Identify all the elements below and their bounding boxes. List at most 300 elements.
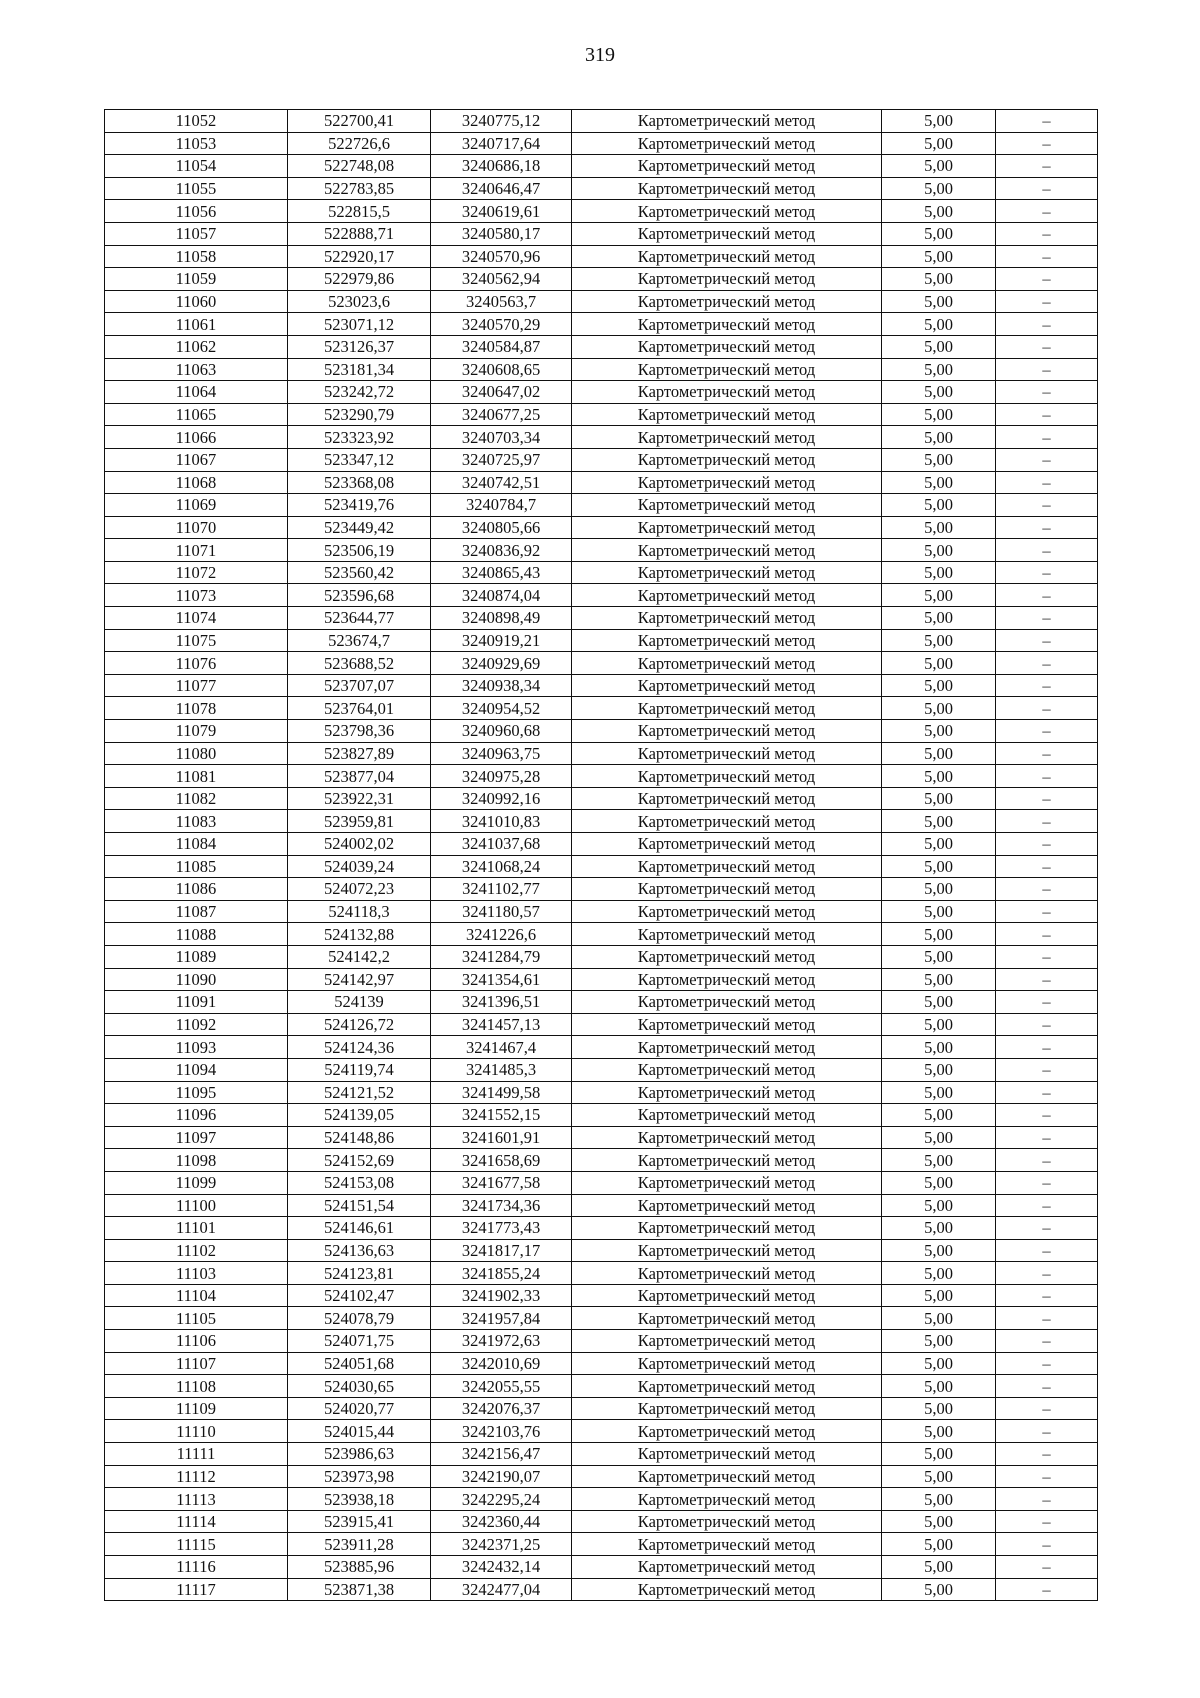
y-coordinate-cell: 3240677,25 (431, 403, 572, 426)
point-number-cell: 11057 (105, 222, 288, 245)
point-number-cell: 11082 (105, 787, 288, 810)
point-number-cell: 11109 (105, 1397, 288, 1420)
description-cell: – (996, 1375, 1098, 1398)
x-coordinate-cell: 524015,44 (288, 1420, 431, 1443)
y-coordinate-cell: 3240562,94 (431, 268, 572, 291)
description-cell: – (996, 697, 1098, 720)
method-cell: Картометрический метод (572, 697, 882, 720)
description-cell: – (996, 1352, 1098, 1375)
method-cell: Картометрический метод (572, 1104, 882, 1127)
page-number: 319 (585, 44, 615, 66)
x-coordinate-cell: 522815,5 (288, 200, 431, 223)
description-cell: – (996, 1262, 1098, 1285)
y-coordinate-cell: 3240938,34 (431, 674, 572, 697)
table-row (105, 110, 1098, 133)
method-cell: Картометрический метод (572, 1171, 882, 1194)
y-coordinate-cell: 3240963,75 (431, 742, 572, 765)
x-coordinate-cell: 523449,42 (288, 516, 431, 539)
method-cell: Картометрический метод (572, 1058, 882, 1081)
method-cell: Картометрический метод (572, 765, 882, 788)
accuracy-cell: 5,00 (882, 1443, 996, 1466)
x-coordinate-cell: 524139,05 (288, 1104, 431, 1127)
x-coordinate-cell: 524002,02 (288, 833, 431, 856)
accuracy-cell: 5,00 (882, 516, 996, 539)
description-cell: – (996, 1217, 1098, 1240)
method-cell: Картометрический метод (572, 1307, 882, 1330)
point-number-cell: 11078 (105, 697, 288, 720)
table-row (105, 1126, 1098, 1149)
table-row (105, 900, 1098, 923)
y-coordinate-cell: 3240960,68 (431, 720, 572, 743)
accuracy-cell: 5,00 (882, 155, 996, 178)
accuracy-cell: 5,00 (882, 1330, 996, 1353)
accuracy-cell: 5,00 (882, 1533, 996, 1556)
coordinates-table-body (105, 110, 1098, 1601)
description-cell: – (996, 607, 1098, 630)
x-coordinate-cell: 524078,79 (288, 1307, 431, 1330)
y-coordinate-cell: 3242076,37 (431, 1397, 572, 1420)
point-number-cell: 11108 (105, 1375, 288, 1398)
description-cell: – (996, 222, 1098, 245)
point-number-cell: 11105 (105, 1307, 288, 1330)
y-coordinate-cell: 3240865,43 (431, 561, 572, 584)
table-row (105, 1352, 1098, 1375)
y-coordinate-cell: 3242477,04 (431, 1578, 572, 1601)
x-coordinate-cell: 524139 (288, 991, 431, 1014)
description-cell: – (996, 448, 1098, 471)
point-number-cell: 11101 (105, 1217, 288, 1240)
point-number-cell: 11087 (105, 900, 288, 923)
method-cell: Картометрический метод (572, 584, 882, 607)
accuracy-cell: 5,00 (882, 720, 996, 743)
table-row (105, 1239, 1098, 1262)
table-row (105, 335, 1098, 358)
method-cell: Картометрический метод (572, 335, 882, 358)
method-cell: Картометрический метод (572, 1352, 882, 1375)
accuracy-cell: 5,00 (882, 313, 996, 336)
description-cell: – (996, 245, 1098, 268)
y-coordinate-cell: 3241817,17 (431, 1239, 572, 1262)
x-coordinate-cell: 522888,71 (288, 222, 431, 245)
description-cell: – (996, 290, 1098, 313)
description-cell: – (996, 629, 1098, 652)
y-coordinate-cell: 3240647,02 (431, 381, 572, 404)
table-row (105, 652, 1098, 675)
accuracy-cell: 5,00 (882, 268, 996, 291)
description-cell: – (996, 268, 1098, 291)
x-coordinate-cell: 524020,77 (288, 1397, 431, 1420)
y-coordinate-cell: 3241102,77 (431, 878, 572, 901)
y-coordinate-cell: 3241010,83 (431, 810, 572, 833)
accuracy-cell: 5,00 (882, 1397, 996, 1420)
point-number-cell: 11113 (105, 1488, 288, 1511)
point-number-cell: 11060 (105, 290, 288, 313)
table-row (105, 448, 1098, 471)
description-cell: – (996, 1081, 1098, 1104)
point-number-cell: 11052 (105, 110, 288, 133)
description-cell: – (996, 765, 1098, 788)
point-number-cell: 11095 (105, 1081, 288, 1104)
table-row (105, 426, 1098, 449)
table-row (105, 1307, 1098, 1330)
y-coordinate-cell: 3241180,57 (431, 900, 572, 923)
x-coordinate-cell: 524124,36 (288, 1036, 431, 1059)
x-coordinate-cell: 524142,97 (288, 968, 431, 991)
point-number-cell: 11088 (105, 923, 288, 946)
table-row (105, 1465, 1098, 1488)
table-row (105, 787, 1098, 810)
point-number-cell: 11074 (105, 607, 288, 630)
method-cell: Картометрический метод (572, 1488, 882, 1511)
point-number-cell: 11112 (105, 1465, 288, 1488)
accuracy-cell: 5,00 (882, 1352, 996, 1375)
x-coordinate-cell: 524121,52 (288, 1081, 431, 1104)
method-cell: Картометрический метод (572, 652, 882, 675)
y-coordinate-cell: 3241957,84 (431, 1307, 572, 1330)
table-row (105, 1533, 1098, 1556)
description-cell: – (996, 1420, 1098, 1443)
x-coordinate-cell: 524119,74 (288, 1058, 431, 1081)
description-cell: – (996, 1488, 1098, 1511)
x-coordinate-cell: 524123,81 (288, 1262, 431, 1285)
description-cell: – (996, 561, 1098, 584)
method-cell: Картометрический метод (572, 833, 882, 856)
method-cell: Картометрический метод (572, 290, 882, 313)
point-number-cell: 11093 (105, 1036, 288, 1059)
y-coordinate-cell: 3242055,55 (431, 1375, 572, 1398)
accuracy-cell: 5,00 (882, 1375, 996, 1398)
point-number-cell: 11070 (105, 516, 288, 539)
method-cell: Картометрический метод (572, 1375, 882, 1398)
y-coordinate-cell: 3240954,52 (431, 697, 572, 720)
point-number-cell: 11064 (105, 381, 288, 404)
table-row (105, 1194, 1098, 1217)
accuracy-cell: 5,00 (882, 1217, 996, 1240)
table-row (105, 222, 1098, 245)
method-cell: Картометрический метод (572, 1556, 882, 1579)
x-coordinate-cell: 523885,96 (288, 1556, 431, 1579)
accuracy-cell: 5,00 (882, 1058, 996, 1081)
method-cell: Картометрический метод (572, 222, 882, 245)
y-coordinate-cell: 3240703,34 (431, 426, 572, 449)
table-row (105, 1443, 1098, 1466)
point-number-cell: 11115 (105, 1533, 288, 1556)
table-row (105, 177, 1098, 200)
table-row (105, 1104, 1098, 1127)
y-coordinate-cell: 3242432,14 (431, 1556, 572, 1579)
description-cell: – (996, 494, 1098, 517)
coordinates-table (104, 109, 1098, 1601)
table-row (105, 945, 1098, 968)
table-row (105, 697, 1098, 720)
accuracy-cell: 5,00 (882, 629, 996, 652)
x-coordinate-cell: 523986,63 (288, 1443, 431, 1466)
y-coordinate-cell: 3240717,64 (431, 132, 572, 155)
table-row (105, 584, 1098, 607)
description-cell: – (996, 1307, 1098, 1330)
x-coordinate-cell: 524151,54 (288, 1194, 431, 1217)
point-number-cell: 11065 (105, 403, 288, 426)
y-coordinate-cell: 3240570,96 (431, 245, 572, 268)
point-number-cell: 11104 (105, 1284, 288, 1307)
description-cell: – (996, 539, 1098, 562)
point-number-cell: 11077 (105, 674, 288, 697)
description-cell: – (996, 1126, 1098, 1149)
point-number-cell: 11090 (105, 968, 288, 991)
table-row (105, 1171, 1098, 1194)
description-cell: – (996, 1104, 1098, 1127)
x-coordinate-cell: 523911,28 (288, 1533, 431, 1556)
accuracy-cell: 5,00 (882, 561, 996, 584)
table-row (105, 245, 1098, 268)
description-cell: – (996, 313, 1098, 336)
x-coordinate-cell: 523126,37 (288, 335, 431, 358)
table-row (105, 742, 1098, 765)
accuracy-cell: 5,00 (882, 222, 996, 245)
table-row (105, 358, 1098, 381)
point-number-cell: 11117 (105, 1578, 288, 1601)
x-coordinate-cell: 522979,86 (288, 268, 431, 291)
x-coordinate-cell: 524051,68 (288, 1352, 431, 1375)
method-cell: Картометрический метод (572, 200, 882, 223)
method-cell: Картометрический метод (572, 1397, 882, 1420)
accuracy-cell: 5,00 (882, 765, 996, 788)
table-row (105, 381, 1098, 404)
x-coordinate-cell: 523347,12 (288, 448, 431, 471)
table-row (105, 471, 1098, 494)
description-cell: – (996, 155, 1098, 178)
x-coordinate-cell: 524102,47 (288, 1284, 431, 1307)
x-coordinate-cell: 524153,08 (288, 1171, 431, 1194)
table-row (105, 607, 1098, 630)
accuracy-cell: 5,00 (882, 471, 996, 494)
x-coordinate-cell: 524136,63 (288, 1239, 431, 1262)
x-coordinate-cell: 523506,19 (288, 539, 431, 562)
x-coordinate-cell: 523023,6 (288, 290, 431, 313)
x-coordinate-cell: 524142,2 (288, 945, 431, 968)
accuracy-cell: 5,00 (882, 742, 996, 765)
method-cell: Картометрический метод (572, 155, 882, 178)
y-coordinate-cell: 3240775,12 (431, 110, 572, 133)
description-cell: – (996, 742, 1098, 765)
accuracy-cell: 5,00 (882, 855, 996, 878)
method-cell: Картометрический метод (572, 516, 882, 539)
table-row (105, 923, 1098, 946)
accuracy-cell: 5,00 (882, 674, 996, 697)
point-number-cell: 11099 (105, 1171, 288, 1194)
table-row (105, 1375, 1098, 1398)
y-coordinate-cell: 3240742,51 (431, 471, 572, 494)
point-number-cell: 11055 (105, 177, 288, 200)
x-coordinate-cell: 524030,65 (288, 1375, 431, 1398)
accuracy-cell: 5,00 (882, 607, 996, 630)
x-coordinate-cell: 524072,23 (288, 878, 431, 901)
accuracy-cell: 5,00 (882, 381, 996, 404)
accuracy-cell: 5,00 (882, 1465, 996, 1488)
accuracy-cell: 5,00 (882, 878, 996, 901)
method-cell: Картометрический метод (572, 968, 882, 991)
y-coordinate-cell: 3241499,58 (431, 1081, 572, 1104)
point-number-cell: 11094 (105, 1058, 288, 1081)
y-coordinate-cell: 3241037,68 (431, 833, 572, 856)
method-cell: Картометрический метод (572, 132, 882, 155)
point-number-cell: 11081 (105, 765, 288, 788)
method-cell: Картометрический метод (572, 1330, 882, 1353)
table-row (105, 516, 1098, 539)
accuracy-cell: 5,00 (882, 697, 996, 720)
point-number-cell: 11069 (105, 494, 288, 517)
accuracy-cell: 5,00 (882, 1420, 996, 1443)
y-coordinate-cell: 3242295,24 (431, 1488, 572, 1511)
description-cell: – (996, 1578, 1098, 1601)
accuracy-cell: 5,00 (882, 290, 996, 313)
method-cell: Картометрический метод (572, 855, 882, 878)
accuracy-cell: 5,00 (882, 358, 996, 381)
x-coordinate-cell: 523071,12 (288, 313, 431, 336)
y-coordinate-cell: 3241485,3 (431, 1058, 572, 1081)
description-cell: – (996, 1149, 1098, 1172)
x-coordinate-cell: 524132,88 (288, 923, 431, 946)
description-cell: – (996, 1194, 1098, 1217)
table-row (105, 1081, 1098, 1104)
y-coordinate-cell: 3240784,7 (431, 494, 572, 517)
accuracy-cell: 5,00 (882, 1149, 996, 1172)
y-coordinate-cell: 3241677,58 (431, 1171, 572, 1194)
accuracy-cell: 5,00 (882, 968, 996, 991)
accuracy-cell: 5,00 (882, 1262, 996, 1285)
accuracy-cell: 5,00 (882, 1556, 996, 1579)
description-cell: – (996, 1013, 1098, 1036)
point-number-cell: 11100 (105, 1194, 288, 1217)
method-cell: Картометрический метод (572, 923, 882, 946)
accuracy-cell: 5,00 (882, 1013, 996, 1036)
description-cell: – (996, 426, 1098, 449)
accuracy-cell: 5,00 (882, 110, 996, 133)
x-coordinate-cell: 523764,01 (288, 697, 431, 720)
point-number-cell: 11056 (105, 200, 288, 223)
accuracy-cell: 5,00 (882, 1171, 996, 1194)
y-coordinate-cell: 3241457,13 (431, 1013, 572, 1036)
y-coordinate-cell: 3240686,18 (431, 155, 572, 178)
method-cell: Картометрический метод (572, 674, 882, 697)
y-coordinate-cell: 3241972,63 (431, 1330, 572, 1353)
y-coordinate-cell: 3242156,47 (431, 1443, 572, 1466)
method-cell: Картометрический метод (572, 471, 882, 494)
method-cell: Картометрический метод (572, 381, 882, 404)
accuracy-cell: 5,00 (882, 1104, 996, 1127)
y-coordinate-cell: 3241902,33 (431, 1284, 572, 1307)
point-number-cell: 11053 (105, 132, 288, 155)
table-row (105, 561, 1098, 584)
description-cell: – (996, 381, 1098, 404)
description-cell: – (996, 1036, 1098, 1059)
point-number-cell: 11071 (105, 539, 288, 562)
table-row (105, 1330, 1098, 1353)
y-coordinate-cell: 3240619,61 (431, 200, 572, 223)
y-coordinate-cell: 3241773,43 (431, 1217, 572, 1240)
accuracy-cell: 5,00 (882, 1194, 996, 1217)
x-coordinate-cell: 523959,81 (288, 810, 431, 833)
method-cell: Картометрический метод (572, 1284, 882, 1307)
accuracy-cell: 5,00 (882, 426, 996, 449)
table-row (105, 1013, 1098, 1036)
point-number-cell: 11089 (105, 945, 288, 968)
table-row (105, 1262, 1098, 1285)
accuracy-cell: 5,00 (882, 923, 996, 946)
description-cell: – (996, 855, 1098, 878)
point-number-cell: 11114 (105, 1510, 288, 1533)
x-coordinate-cell: 524146,61 (288, 1217, 431, 1240)
accuracy-cell: 5,00 (882, 132, 996, 155)
x-coordinate-cell: 524118,3 (288, 900, 431, 923)
x-coordinate-cell: 523323,92 (288, 426, 431, 449)
method-cell: Картометрический метод (572, 810, 882, 833)
method-cell: Картометрический метод (572, 878, 882, 901)
description-cell: – (996, 1533, 1098, 1556)
y-coordinate-cell: 3241658,69 (431, 1149, 572, 1172)
table-row (105, 765, 1098, 788)
description-cell: – (996, 674, 1098, 697)
description-cell: – (996, 516, 1098, 539)
accuracy-cell: 5,00 (882, 200, 996, 223)
x-coordinate-cell: 523560,42 (288, 561, 431, 584)
x-coordinate-cell: 523938,18 (288, 1488, 431, 1511)
point-number-cell: 11084 (105, 833, 288, 856)
x-coordinate-cell: 523419,76 (288, 494, 431, 517)
x-coordinate-cell: 524071,75 (288, 1330, 431, 1353)
table-row (105, 878, 1098, 901)
table-row (105, 132, 1098, 155)
y-coordinate-cell: 3241601,91 (431, 1126, 572, 1149)
method-cell: Картометрический метод (572, 742, 882, 765)
x-coordinate-cell: 522920,17 (288, 245, 431, 268)
accuracy-cell: 5,00 (882, 1081, 996, 1104)
x-coordinate-cell: 524152,69 (288, 1149, 431, 1172)
y-coordinate-cell: 3241354,61 (431, 968, 572, 991)
description-cell: – (996, 1330, 1098, 1353)
y-coordinate-cell: 3240992,16 (431, 787, 572, 810)
table-row (105, 155, 1098, 178)
description-cell: – (996, 1510, 1098, 1533)
table-row (105, 403, 1098, 426)
table-row (105, 629, 1098, 652)
x-coordinate-cell: 523871,38 (288, 1578, 431, 1601)
method-cell: Картометрический метод (572, 900, 882, 923)
table-row (105, 833, 1098, 856)
point-number-cell: 11054 (105, 155, 288, 178)
table-row (105, 1149, 1098, 1172)
y-coordinate-cell: 3241068,24 (431, 855, 572, 878)
description-cell: – (996, 110, 1098, 133)
point-number-cell: 11097 (105, 1126, 288, 1149)
description-cell: – (996, 1397, 1098, 1420)
y-coordinate-cell: 3242360,44 (431, 1510, 572, 1533)
x-coordinate-cell: 522700,41 (288, 110, 431, 133)
method-cell: Картометрический метод (572, 358, 882, 381)
accuracy-cell: 5,00 (882, 1488, 996, 1511)
accuracy-cell: 5,00 (882, 539, 996, 562)
x-coordinate-cell: 523922,31 (288, 787, 431, 810)
table-row (105, 674, 1098, 697)
method-cell: Картометрический метод (572, 561, 882, 584)
description-cell: – (996, 1171, 1098, 1194)
x-coordinate-cell: 523644,77 (288, 607, 431, 630)
table-row (105, 313, 1098, 336)
description-cell: – (996, 945, 1098, 968)
point-number-cell: 11116 (105, 1556, 288, 1579)
point-number-cell: 11063 (105, 358, 288, 381)
description-cell: – (996, 923, 1098, 946)
